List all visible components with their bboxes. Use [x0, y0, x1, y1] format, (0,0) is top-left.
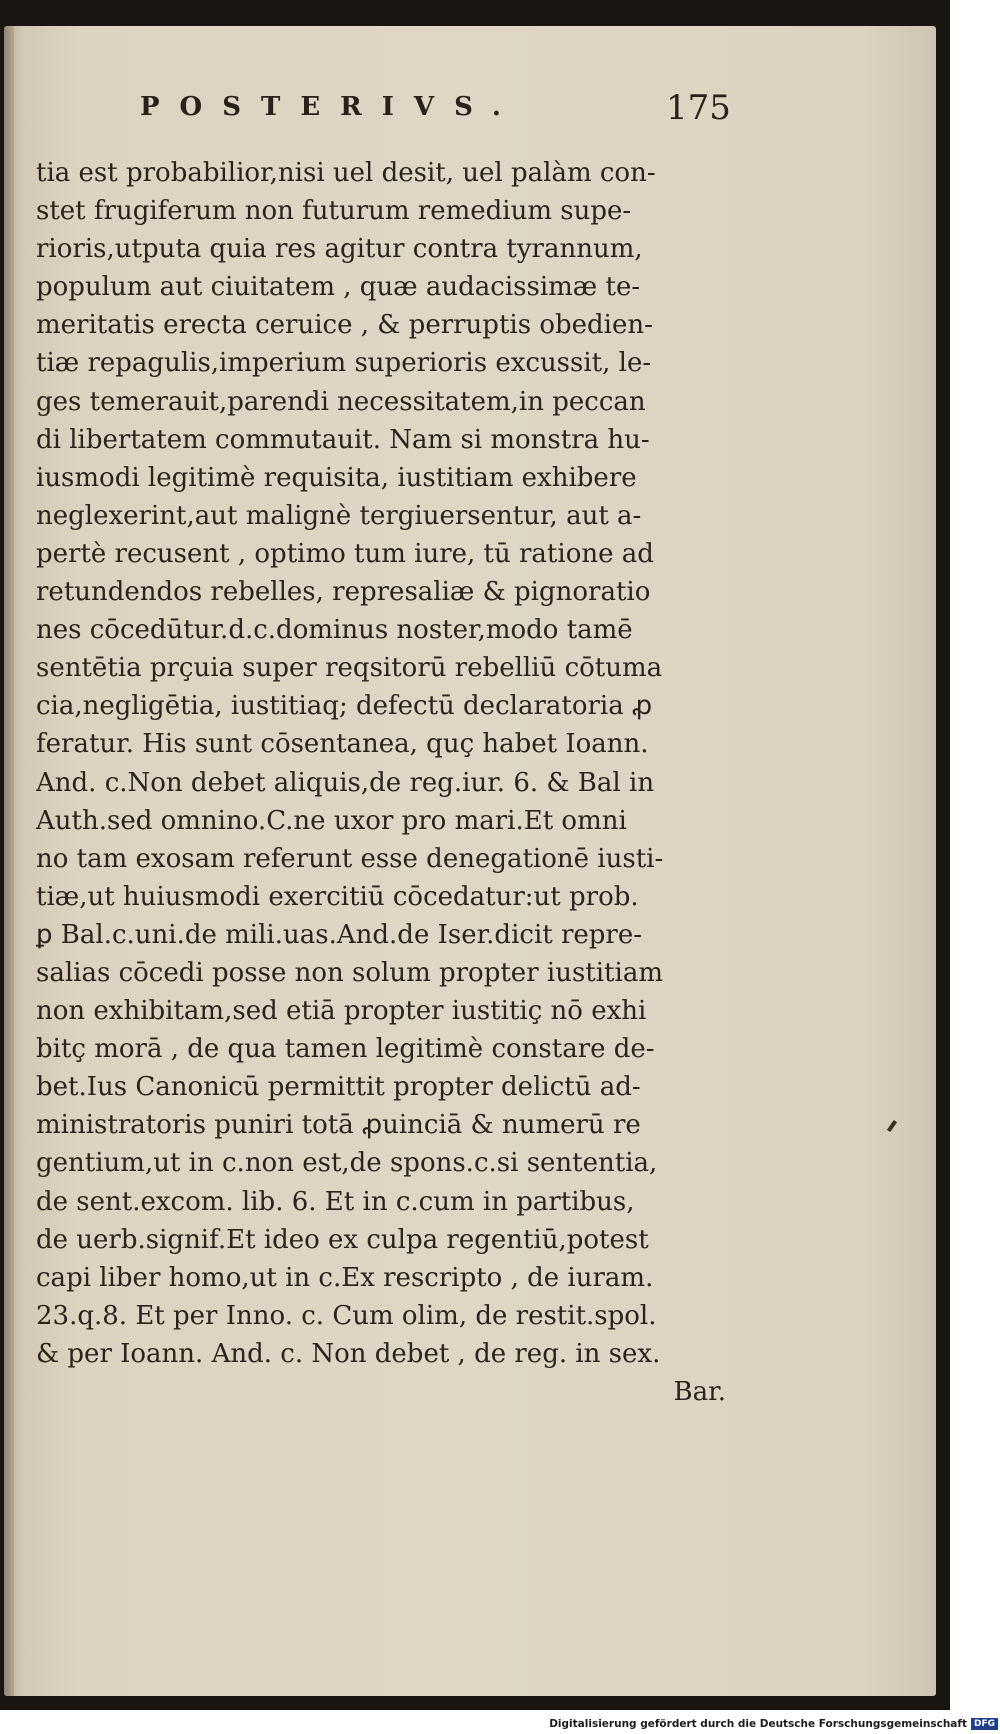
text-line: ges temerauit,parendi necessitatem,in peccan	[36, 386, 646, 417]
text-line: Auth.sed omnino.C.ne uxor pro mari.Et omni	[36, 805, 627, 836]
text-line: no tam exosam referunt esse denegationē iusti-	[36, 843, 664, 874]
text-line: di libertatem commutauit. Nam si monstra hu-	[36, 424, 650, 455]
text-line: sentētia prçuia super reqsitorū rebelliū cōtuma	[36, 653, 663, 684]
text-line: gentium,ut in c.non est,de spons.c.si sententia,	[36, 1148, 658, 1179]
catchword: Bar.	[673, 1377, 726, 1407]
text-line: bet.Ius Canonicū permittit propter delictū ad-	[36, 1072, 641, 1103]
page-gutter-edge	[4, 26, 14, 1696]
text-line: ministratoris puniri totā ꝓuinciā & numerū re	[36, 1110, 641, 1141]
text-line: ꝑ Bal.c.uni.de mili.uas.And.de Iser.dicit repre-	[36, 919, 643, 950]
text-line: & per Ioann. And. c. Non debet , de reg. in sex.	[36, 1338, 661, 1369]
text-line: cia,negligētia, iustitiaq; defectū declaratoria ꝓ	[36, 691, 653, 722]
text-line: neglexerint,aut malignè tergiuersentur, aut a-	[36, 500, 642, 531]
text-line: retundendos rebelles, represaliæ & pignoratio	[36, 577, 651, 608]
digitization-footer	[549, 1716, 998, 1732]
text-line: rioris,utputa quia res agitur contra tyrannum,	[36, 234, 643, 265]
text-line: iusmodi legitimè requisita, iustitiam exhibere	[36, 462, 637, 493]
text-line: capi liber homo,ut in c.Ex rescripto , de iuram.	[36, 1262, 654, 1293]
text-line: tia est probabilior,nisi uel desit, uel palàm con-	[36, 158, 656, 188]
text-line: And. c.Non debet aliquis,de reg.iur. 6. & Bal in	[36, 767, 655, 798]
page-number: 175	[666, 88, 731, 128]
text-line: populum aut ciuitatem , quæ audacissimæ te-	[36, 272, 641, 303]
funding-credit: Digitalisierung gefördert durch die Deutsche Forschungsgemeinschaft	[549, 1718, 967, 1730]
dfg-logo: DFG	[971, 1718, 998, 1730]
text-line: pertè recusent , optimo tum iure, tū ratione ad	[36, 538, 654, 569]
text-line: tiæ,ut huiusmodi exercitiū cōcedatur:ut prob.	[36, 881, 639, 912]
text-line: salias cōcedi posse non solum propter iustitiam	[36, 957, 663, 988]
text-line: de sent.excom. lib. 6. Et in c.cum in partibus,	[36, 1186, 635, 1217]
text-line: 23.q.8. Et per Inno. c. Cum olim, de restit.spol.	[36, 1300, 657, 1331]
text-line: tiæ repagulis,imperium superioris excussit, le-	[36, 348, 652, 379]
body-text	[36, 154, 726, 1411]
text-line: non exhibitam,sed etiā propter iustitiç nō exhi	[36, 996, 647, 1027]
text-line: bitç morā , de qua tamen legitimè constare de-	[36, 1034, 655, 1065]
running-head: POSTERIVS.	[140, 92, 521, 122]
text-line: feratur. His sunt cōsentanea, quç habet Ioann.	[36, 729, 649, 760]
text-line: de uerb.signif.Et ideo ex culpa regentiū,potest	[36, 1224, 649, 1255]
text-line: meritatis erecta ceruice , & perruptis obedien-	[36, 310, 653, 341]
text-line: stet frugiferum non futurum remedium supe-	[36, 196, 632, 227]
text-line: nes cōcedūtur.d.c.dominus noster,modo tamē	[36, 615, 633, 646]
